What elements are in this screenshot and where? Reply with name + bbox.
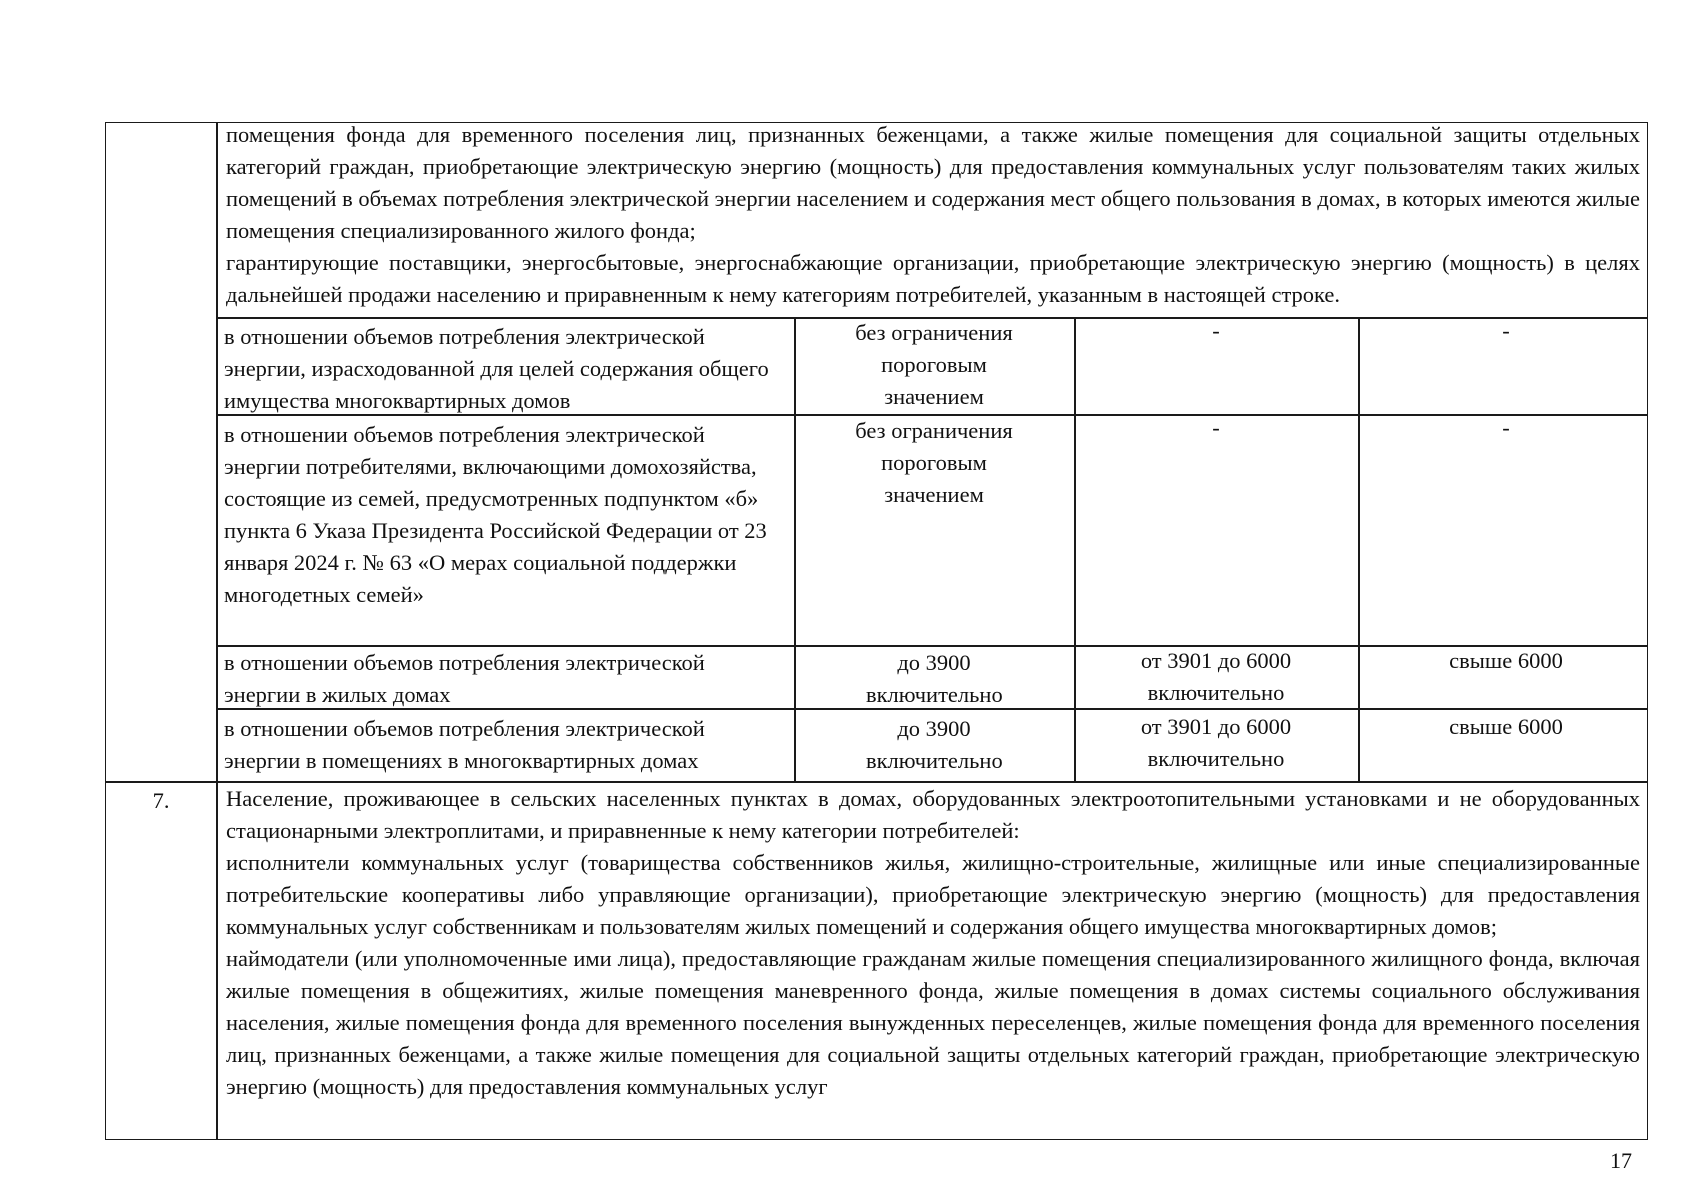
regulation-table [105,122,1648,1140]
column-divider-range2 [1074,317,1076,781]
row-range3: - [1502,415,1510,440]
row-range2: - [1212,318,1220,343]
column-divider-number [216,123,218,1139]
row-range3: свыше 6000 [1449,648,1563,673]
section-number: 7. [152,788,170,813]
row-range2: - [1212,415,1220,440]
column-divider-range3 [1358,317,1360,781]
column-divider-range1 [794,317,796,781]
row-description: в отношении объемов потребления электрической энергии, израсходованной для целей содержания общего имущества многоквартирных домов [224,324,769,413]
row-range3: свыше 6000 [1449,714,1563,739]
row-range2: от 3901 до 6000 включительно [1140,714,1292,771]
row-range3: - [1502,318,1510,343]
row-range1: без ограничения пороговым значением [855,320,1013,409]
section7-text [226,783,1640,1137]
row-description: в отношении объемов потребления электрической энергии потребителями, включающими домохозяйства, состоящие из семей, предусмотренных подпунктом «б» пункта 6 Указа Президента Российской Федерации от 23 января 2024 г. № 63 «О мерах социальной поддержки многодетных семей» [224,422,767,607]
top-block-paragraph: гарантирующие поставщики, энергосбытовые, энергоснабжающие организации, приобретающие электрическую энергию (мощность) в целях дальнейшей продажи населению и приравненным к нему категориям потребителей, указанным в настоящей строке. [226,250,1640,307]
page-number: 17 [1610,1148,1632,1173]
row-range2: от 3901 до 6000 включительно [1140,648,1292,705]
top-block-text [226,119,1640,311]
row-description: в отношении объемов потребления электрической энергии в помещениях в многоквартирных домах [224,716,705,773]
row-range1: до 3900 включительно [866,650,1003,707]
section7-paragraph: наймодатели (или уполномоченные ими лица), предоставляющие гражданам жилые помещения специализированного жилищного фонда, включая жилые помещения в общежитиях, жилые помещения маневренного фонда, жилые помещения в домах системы социального обслуживания населения, жилые помещения фонда для временного поселения вынужденных переселенцев, жилые помещения фонда для временного поселения лиц, признанных беженцами, а также жилые помещения для социальной защиты отдельных категорий граждан, приобретающие электрическую энергию (мощность) для предоставления коммунальных услуг [226,946,1640,1099]
section7-paragraph: исполнители коммунальных услуг (товарищества собственников жилья, жилищно-строительные, жилищные или иные специализированные потребительские кооперативы либо управляющие организации), приобретающие электрическую энергию (мощность) для предоставления коммунальных услуг собственникам и пользователям жилых помещений и содержания общего имущества многоквартирных домов; [226,850,1640,939]
row-range1: без ограничения пороговым значением [855,418,1013,507]
row-range1: до 3900 включительно [866,716,1003,773]
section7-paragraph: Население, проживающее в сельских населенных пунктах в домах, оборудованных электроотопительными установками и не оборудованных стационарными электроплитами, и приравненные к нему категории потребителей: [226,786,1640,843]
row-description: в отношении объемов потребления электрической энергии в жилых домах [224,650,705,707]
top-block-paragraph: помещения фонда для временного поселения лиц, признанных беженцами, а также жилые помещения для социальной защиты отдельных категорий граждан, приобретающие электрическую энергию (мощность) для предоставления коммунальных услуг пользователям таких жилых помещений в объемах потребления электрической энергии населением и содержания мест общего пользования в домах, в которых имеются жилые помещения специализированного жилого фонда; [226,122,1640,243]
